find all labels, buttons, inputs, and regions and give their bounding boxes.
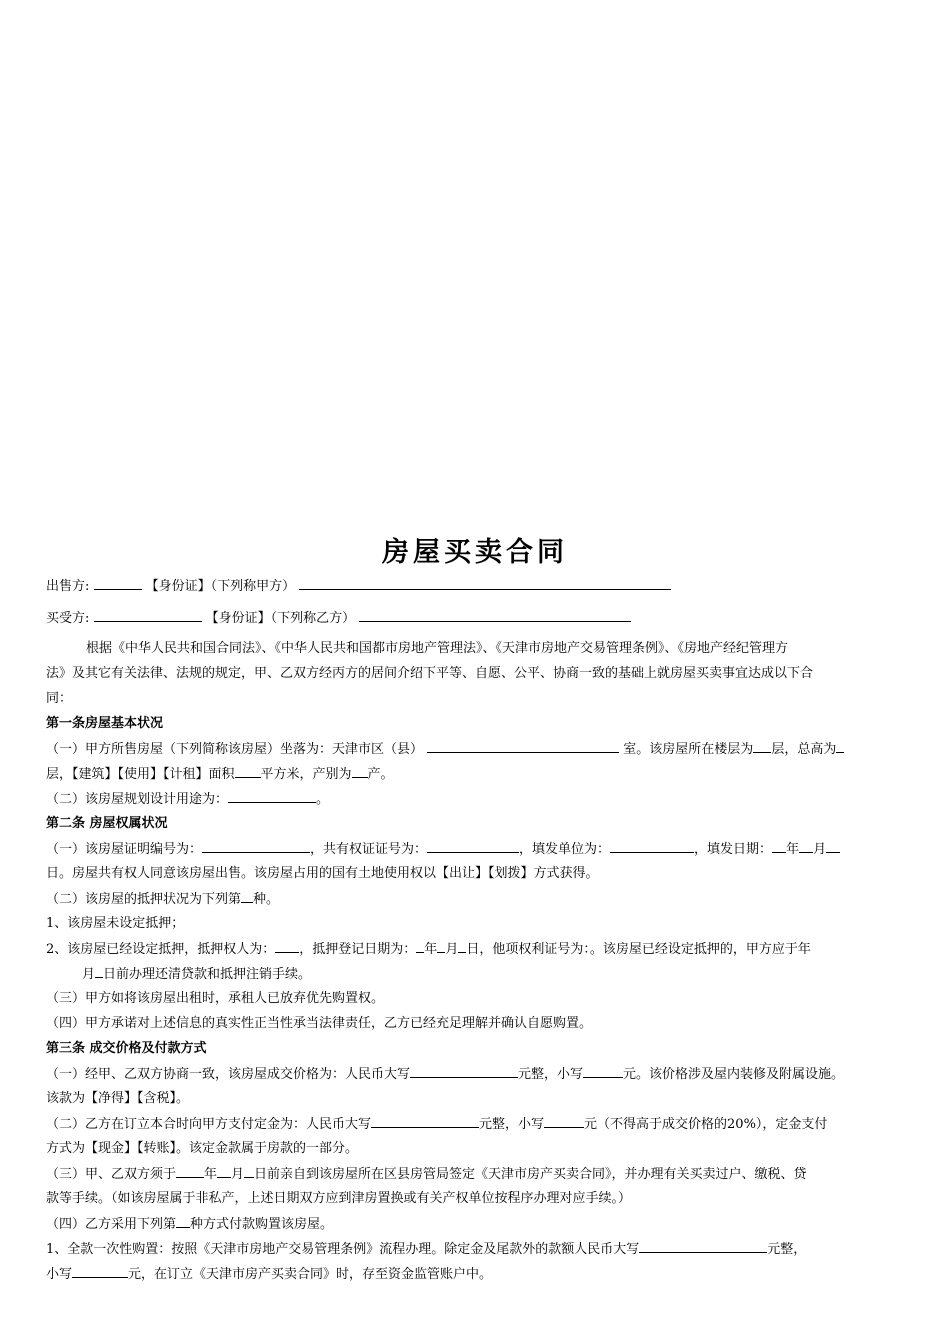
article3-p1-line1 — [46, 1065, 844, 1084]
article3-p1-text-a: （一）经甲、乙双方协商一致，该房屋成交价格为：人民币大写 — [46, 1067, 411, 1082]
article1-p1-line2 — [46, 765, 394, 784]
article3-p4-text-a: （四）乙方采用下列第 — [46, 1217, 177, 1232]
sign-month-blank[interactable] — [217, 1165, 231, 1178]
article3-heading: 第三条 成交价格及付款方式 — [46, 1041, 207, 1056]
article3-p3-line2: 款等手续。（如该房屋属于非私产，上述日期双方应到津房置换或有关产权单位按程序办理对应手续。） — [46, 1191, 632, 1206]
article3-p3-text-c: 月 — [231, 1167, 245, 1182]
buyer-line — [46, 609, 631, 628]
article3-p3-line1 — [46, 1165, 807, 1184]
article3-p1-text-b: 元整，小写 — [518, 1067, 584, 1082]
planned-use-blank[interactable] — [228, 790, 316, 803]
article2-p2-text-b: 种。 — [253, 892, 280, 907]
article2-item2-text-e: 日，他项权利证号为：。该房屋已经设定抵押的，甲方应于年 — [466, 942, 811, 957]
article1-heading: 第一条房屋基本状况 — [46, 716, 164, 731]
buyer-id-blank[interactable] — [359, 609, 631, 622]
property-type-blank[interactable] — [352, 765, 368, 778]
article2-p2-text-a: （二）该房屋的抵押状况为下列第 — [46, 892, 242, 907]
location-blank[interactable] — [427, 740, 619, 753]
balance-figures-blank[interactable] — [72, 1265, 128, 1278]
article2-item2-line2 — [82, 965, 311, 984]
article3-p2-text-a: （二）乙方在订立本合时向甲方支付定金为：人民币大写 — [46, 1117, 372, 1132]
issue-month-blank[interactable] — [799, 840, 813, 853]
mortgage-option-blank[interactable] — [241, 890, 253, 903]
article3-p4-text-b: 种方式付款购置该房屋。 — [190, 1217, 334, 1232]
article3-p1-line2: 该款为【净得】【含税】。 — [46, 1091, 190, 1106]
article3-p2-line1 — [46, 1115, 827, 1134]
article2-p1-text-a: （一）该房屋证明编号为： — [46, 842, 203, 857]
article2-p1-text-c: ，填发单位为： — [519, 842, 611, 857]
seller-line — [46, 577, 671, 596]
buyer-id-label: 【身份证】（下列称乙方） — [205, 611, 356, 626]
article3-item1-line2 — [46, 1265, 492, 1284]
issue-day-blank[interactable] — [826, 840, 840, 853]
article1-p1-text-e: 平方米，产别为 — [260, 767, 352, 782]
buyer-label: 买受方: — [46, 611, 90, 626]
article1-p1-text-c: 层，总高为 — [771, 742, 837, 757]
article2-p1-text-b: ，共有权证证号为： — [310, 842, 428, 857]
article2-item2-text-f: 月 — [82, 967, 96, 982]
article1-p1-text-f: 产。 — [367, 767, 394, 782]
article2-item1: 1、该房屋未设定抵押； — [46, 916, 185, 931]
article2-p1-line1 — [46, 840, 840, 859]
intro-line-3: 同： — [46, 691, 73, 706]
article2-item2-text-c: 年 — [424, 942, 438, 957]
seller-id-label: 【身份证】（下列称甲方） — [145, 579, 296, 594]
article3-item1-text-c: 小写 — [46, 1267, 73, 1282]
article3-item1-text-b: 元整， — [767, 1242, 807, 1257]
sign-year-blank[interactable] — [176, 1165, 204, 1178]
article2-item2-text-d: 月 — [445, 942, 459, 957]
article2-p2 — [46, 890, 279, 909]
payoff-day-blank[interactable] — [95, 965, 103, 978]
article3-item1-text-d: 元，在订立《天津市房产买卖合同》时，存至资金监管账户中。 — [128, 1267, 493, 1282]
intro-line-2: 法》及其它有关法律、法规的规定，甲、乙双方经丙方的居间介绍下平等、自愿、公平、协商一致的基础上就房屋买卖事宜达成以下合 — [46, 666, 814, 681]
issuing-unit-blank[interactable] — [610, 840, 694, 853]
intro-line-1: 根据《中华人民共和国合同法》、《中华人民共和国都市房地产管理法》、《天津市房地产交易管理条例》、《房地产经纪管理方 — [86, 641, 789, 656]
article1-p1-text-b: 室。该房屋所在楼层为 — [623, 742, 754, 757]
article3-item1-text-a: 1、全款一次性购置：按照《天津市房地产交易管理条例》流程办理。除定金及尾款外的款额人民币大写 — [46, 1242, 640, 1257]
article1-p2 — [46, 790, 329, 809]
article1-p1-text-a: （一）甲方所售房屋（下列简称该房屋）坐落为：天津市区（县） — [46, 742, 424, 757]
price-figures-blank[interactable] — [583, 1065, 623, 1078]
article1-p2-text-a: （二）该房屋规划设计用途为： — [46, 792, 229, 807]
sign-day-blank[interactable] — [244, 1165, 254, 1178]
article2-item2-line1 — [46, 940, 811, 959]
article3-p2-text-c: 元（不得高于成交价格的20%），定金支付 — [584, 1117, 828, 1132]
issue-year-blank[interactable] — [772, 840, 786, 853]
article2-p1-text-f: 月 — [813, 842, 827, 857]
article3-p3-text-a: （三）甲、乙双方须于 — [46, 1167, 177, 1182]
area-blank[interactable] — [235, 765, 261, 778]
certificate-number-blank[interactable] — [202, 840, 310, 853]
article3-item1-line1 — [46, 1240, 806, 1259]
article3-p3-text-d: 日前亲自到该房屋所在区县房管局签定《天津市房产买卖合同》，并办理有关买卖过户、缴税、贷 — [254, 1167, 807, 1182]
buyer-name-blank[interactable] — [94, 609, 202, 622]
seller-name-blank[interactable] — [94, 577, 142, 590]
article3-p2-text-b: 元整，小写 — [479, 1117, 545, 1132]
article3-p1-text-c: 元。该价格涉及屋内装修及附属设施。 — [623, 1067, 845, 1082]
mortgagee-blank[interactable] — [275, 940, 299, 953]
article3-p4 — [46, 1215, 333, 1234]
article2-p4: （四）甲方承诺对上述信息的真实性正当性承当法律责任，乙方已经充足理解并确认自愿购置。 — [46, 1016, 593, 1031]
article3-p3-text-b: 年 — [204, 1167, 218, 1182]
article2-item2-text-a: 2、该房屋已经设定抵押，抵押权人为： — [46, 942, 276, 957]
price-words-blank[interactable] — [410, 1065, 518, 1078]
page-title: 房屋买卖合同 — [382, 537, 568, 568]
seller-id-blank[interactable] — [299, 577, 671, 590]
deposit-words-blank[interactable] — [371, 1115, 479, 1128]
article2-p1-text-e: 年 — [786, 842, 800, 857]
floor-blank[interactable] — [753, 740, 771, 753]
balance-words-blank[interactable] — [639, 1240, 767, 1253]
article1-p2-text-b: 。 — [316, 792, 330, 807]
co-ownership-number-blank[interactable] — [427, 840, 519, 853]
article2-item2-text-g: 日前办理还清贷款和抵押注销手续。 — [103, 967, 312, 982]
article2-p3: （三）甲方如将该房屋出租时，承租人已放弃优先购置权。 — [46, 991, 385, 1006]
seller-label: 出售方: — [46, 579, 90, 594]
article2-p1-text-d: ，填发日期： — [694, 842, 773, 857]
article2-p1-line2: 日。房屋共有权人同意该房屋出售。该房屋占用的国有土地使用权以【出让】【划拨】方式获得。 — [46, 866, 599, 881]
article2-heading: 第二条 房屋权属状况 — [46, 816, 168, 831]
payment-option-blank[interactable] — [176, 1215, 190, 1228]
deposit-figures-blank[interactable] — [544, 1115, 584, 1128]
article1-p1-line1 — [46, 740, 844, 759]
article2-item2-text-b: ，抵押登记日期为： — [299, 942, 417, 957]
article3-p2-line2: 方式为【现金】【转账】。该定金款属于房款的一部分。 — [46, 1141, 359, 1156]
article1-p1-text-d: 层，【建筑】【使用】【计租】面积 — [46, 767, 235, 782]
total-floors-blank[interactable] — [836, 740, 844, 753]
